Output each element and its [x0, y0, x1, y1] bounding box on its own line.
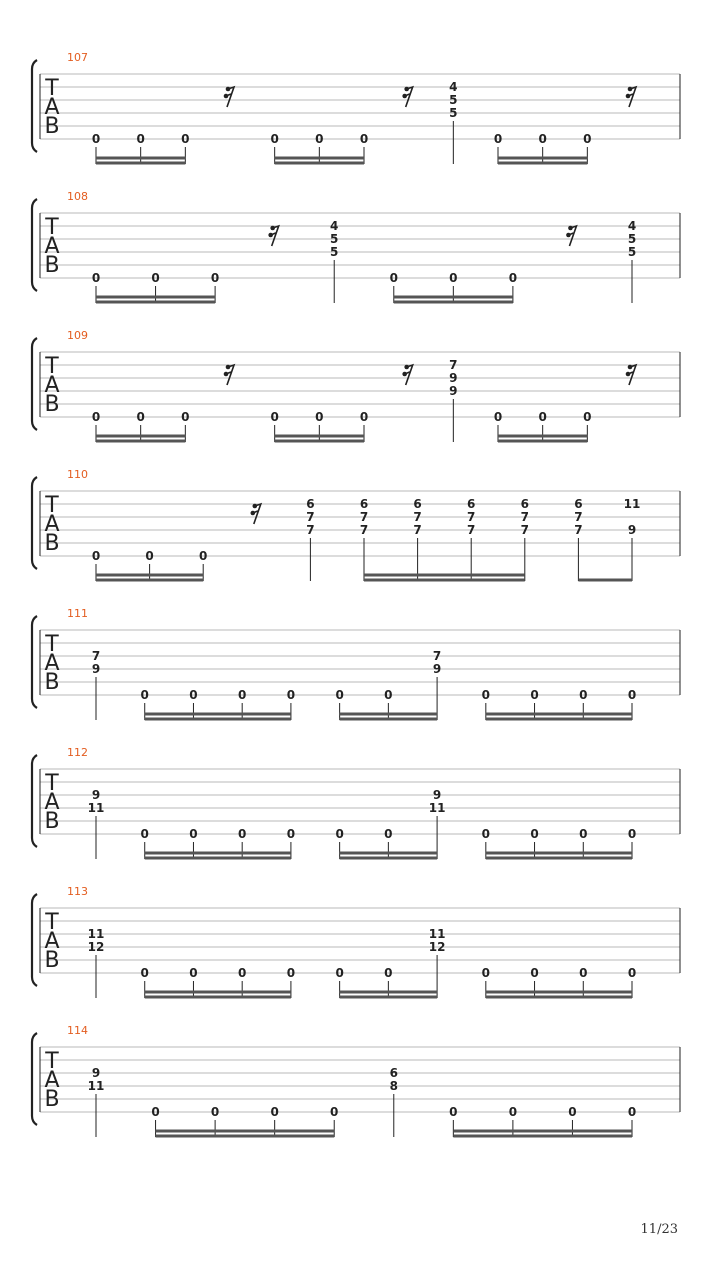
fret-number: 11 — [428, 801, 446, 815]
measure-number: 111 — [67, 607, 88, 620]
fret-number: 0 — [583, 132, 592, 146]
fret-number: 5 — [627, 245, 637, 259]
fret-number: 11 — [87, 801, 105, 815]
rest-symbol — [224, 87, 234, 107]
fret-number: 0 — [91, 549, 101, 563]
tab-clef-letter: T — [45, 771, 59, 796]
rest-symbol — [251, 504, 261, 524]
fret-number: 0 — [91, 410, 101, 424]
tab-clef-letter: A — [44, 234, 60, 259]
tab-clef-letter: T — [45, 76, 59, 101]
tab-system — [32, 1024, 680, 1137]
tab-system — [32, 51, 680, 164]
fret-number: 6 — [359, 497, 369, 511]
fret-number: 0 — [286, 688, 296, 702]
fret-number: 12 — [428, 940, 446, 954]
fret-number: 5 — [627, 232, 637, 246]
fret-number: 5 — [330, 245, 339, 259]
system-bracket — [32, 199, 37, 291]
fret-number: 0 — [140, 688, 149, 702]
fret-number: 7 — [359, 510, 369, 524]
fret-number: 9 — [627, 523, 637, 537]
tab-clef-letter: B — [44, 809, 60, 834]
measure-number: 110 — [67, 468, 88, 481]
fret-number: 0 — [481, 688, 490, 702]
rest-symbol — [268, 226, 278, 246]
fret-number: 0 — [389, 271, 398, 285]
fret-number: 0 — [627, 827, 637, 841]
fret-number: 0 — [493, 132, 503, 146]
fret-number: 9 — [432, 788, 442, 802]
tab-clef-letter: B — [44, 114, 60, 139]
system-bracket — [32, 894, 37, 986]
fret-number: 7 — [413, 523, 422, 537]
fret-number: 6 — [389, 1066, 398, 1080]
tab-clef-letter: B — [44, 670, 60, 695]
fret-number: 0 — [91, 132, 101, 146]
fret-number: 11 — [87, 927, 105, 941]
fret-number: 4 — [330, 219, 339, 233]
system-bracket — [32, 755, 37, 847]
fret-number: 0 — [238, 827, 247, 841]
fret-number: 5 — [449, 106, 458, 120]
measure-number: 107 — [67, 51, 88, 64]
system-bracket — [32, 338, 37, 430]
measure-number: 113 — [67, 885, 88, 898]
rest-symbol — [402, 87, 412, 107]
fret-number: 0 — [210, 271, 220, 285]
fret-number: 0 — [579, 827, 588, 841]
fret-number: 11 — [428, 927, 446, 941]
fret-number: 0 — [286, 827, 296, 841]
fret-number: 7 — [432, 649, 442, 663]
fret-number: 7 — [306, 523, 315, 537]
fret-number: 6 — [467, 497, 476, 511]
fret-number: 6 — [306, 497, 315, 511]
fret-number: 5 — [330, 232, 339, 246]
tab-clef-letter: A — [44, 512, 60, 537]
fret-number: 0 — [627, 1105, 637, 1119]
fret-number: 0 — [136, 410, 145, 424]
fret-number: 0 — [481, 827, 490, 841]
fret-number: 4 — [449, 80, 458, 94]
page-number: 11/23 — [640, 1222, 678, 1237]
fret-number: 7 — [467, 510, 476, 524]
fret-number: 0 — [384, 827, 393, 841]
rest-symbol — [566, 226, 576, 246]
fret-number: 7 — [574, 510, 583, 524]
fret-number: 0 — [335, 827, 344, 841]
tab-clef-letter: A — [44, 929, 60, 954]
tab-clef-letter: B — [44, 253, 60, 278]
tab-clef-letter: T — [45, 493, 59, 518]
tab-clef-letter: A — [44, 95, 60, 120]
measure-number: 109 — [67, 329, 88, 342]
fret-number: 0 — [189, 688, 198, 702]
fret-number: 0 — [481, 966, 490, 980]
rest-symbol — [626, 87, 636, 107]
fret-number: 11 — [623, 497, 641, 511]
fret-number: 0 — [579, 688, 588, 702]
fret-number: 0 — [493, 410, 503, 424]
fret-number: 4 — [627, 219, 637, 233]
fret-number: 0 — [538, 132, 547, 146]
system-bracket — [32, 1033, 37, 1125]
system-bracket — [32, 60, 37, 152]
fret-number: 0 — [330, 1105, 339, 1119]
fret-number: 0 — [508, 1105, 518, 1119]
fret-number: 0 — [270, 132, 279, 146]
fret-number: 7 — [91, 649, 101, 663]
rest-symbol — [224, 365, 234, 385]
fret-number: 0 — [181, 410, 190, 424]
fret-number: 0 — [315, 132, 324, 146]
tab-system — [32, 746, 680, 859]
fret-number: 9 — [91, 662, 101, 676]
fret-number: 0 — [627, 688, 637, 702]
fret-number: 0 — [530, 688, 539, 702]
fret-number: 9 — [449, 384, 458, 398]
fret-number: 0 — [583, 410, 592, 424]
fret-number: 0 — [238, 966, 247, 980]
tab-system — [32, 885, 680, 998]
fret-number: 0 — [151, 1105, 160, 1119]
fret-number: 0 — [568, 1105, 577, 1119]
tab-clef-letter: T — [45, 632, 59, 657]
fret-number: 0 — [199, 549, 208, 563]
fret-number: 6 — [574, 497, 583, 511]
tab-clef-letter: B — [44, 948, 60, 973]
fret-number: 0 — [136, 132, 145, 146]
rest-symbol — [626, 365, 636, 385]
fret-number: 7 — [467, 523, 476, 537]
fret-number: 7 — [359, 523, 369, 537]
tab-system — [32, 468, 680, 581]
fret-number: 0 — [335, 966, 344, 980]
fret-number: 0 — [270, 410, 279, 424]
tab-clef-letter: T — [45, 910, 59, 935]
tab-system — [32, 190, 680, 303]
fret-number: 0 — [335, 688, 344, 702]
fret-number: 7 — [520, 523, 529, 537]
fret-number: 0 — [140, 966, 149, 980]
fret-number: 0 — [530, 827, 539, 841]
rest-symbol — [402, 365, 412, 385]
tab-clef-letter: T — [45, 215, 59, 240]
fret-number: 0 — [181, 132, 190, 146]
fret-number: 7 — [574, 523, 583, 537]
measure-number: 112 — [67, 746, 88, 759]
fret-number: 9 — [449, 371, 458, 385]
tab-clef-letter: B — [44, 1087, 60, 1112]
measure-number: 114 — [67, 1024, 88, 1037]
tab-clef-letter: A — [44, 373, 60, 398]
fret-number: 7 — [520, 510, 529, 524]
fret-number: 12 — [87, 940, 105, 954]
fret-number: 0 — [315, 410, 324, 424]
tab-clef-letter: T — [45, 1049, 59, 1074]
tab-system — [32, 607, 680, 720]
measure-number: 108 — [67, 190, 88, 203]
fret-number: 0 — [359, 132, 369, 146]
tab-clef-letter: A — [44, 651, 60, 676]
fret-number: 0 — [449, 1105, 458, 1119]
tab-system — [32, 329, 680, 442]
tab-clef-letter: A — [44, 790, 60, 815]
fret-number: 11 — [87, 1079, 105, 1093]
fret-number: 0 — [238, 688, 247, 702]
fret-number: 0 — [359, 410, 369, 424]
fret-number: 0 — [384, 966, 393, 980]
fret-number: 0 — [384, 688, 393, 702]
fret-number: 7 — [413, 510, 422, 524]
tab-clef-letter: A — [44, 1068, 60, 1093]
fret-number: 0 — [91, 271, 101, 285]
fret-number: 0 — [627, 966, 637, 980]
fret-number: 0 — [508, 271, 518, 285]
tab-clef-letter: B — [44, 392, 60, 417]
fret-number: 0 — [145, 549, 154, 563]
fret-number: 0 — [189, 966, 198, 980]
fret-number: 0 — [189, 827, 198, 841]
system-bracket — [32, 477, 37, 569]
fret-number: 8 — [389, 1079, 398, 1093]
fret-number: 0 — [530, 966, 539, 980]
fret-number: 0 — [449, 271, 458, 285]
fret-number: 7 — [449, 358, 458, 372]
system-bracket — [32, 616, 37, 708]
fret-number: 7 — [306, 510, 315, 524]
fret-number: 0 — [286, 966, 296, 980]
fret-number: 9 — [432, 662, 442, 676]
fret-number: 6 — [413, 497, 422, 511]
fret-number: 0 — [210, 1105, 220, 1119]
tab-clef-letter: T — [45, 354, 59, 379]
fret-number: 9 — [91, 1066, 101, 1080]
fret-number: 5 — [449, 93, 458, 107]
fret-number: 0 — [151, 271, 160, 285]
fret-number: 0 — [538, 410, 547, 424]
tab-clef-letter: B — [44, 531, 60, 556]
fret-number: 0 — [579, 966, 588, 980]
fret-number: 0 — [270, 1105, 279, 1119]
fret-number: 0 — [140, 827, 149, 841]
fret-number: 9 — [91, 788, 101, 802]
fret-number: 6 — [520, 497, 529, 511]
